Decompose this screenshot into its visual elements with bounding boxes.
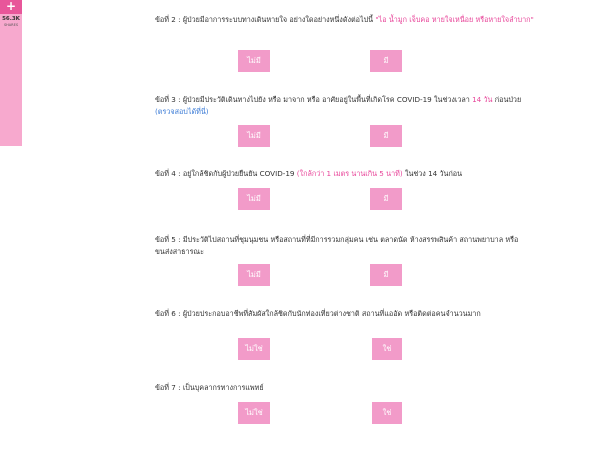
q2-yes-button[interactable]: มี <box>370 50 402 72</box>
share-label: SHARES <box>3 23 19 27</box>
question-highlight: (ใกล้กว่า 1 เมตร นานเกิน 5 นาที) <box>296 169 403 178</box>
q2-no-button[interactable]: ไม่มี <box>238 50 270 72</box>
share-count: 56.3K <box>2 16 20 22</box>
question-5 <box>155 234 535 258</box>
question-text: ข้อที่ 4 : อยู่ใกล้ชิดกับผู้ป่วยยืนยัน COVID-19 <box>155 169 297 178</box>
question-text: ข้อที่ 6 : ผู้ป่วยประกอบอาชีพที่สัมผัสใกล้ชิดกับนักท่องเที่ยวต่างชาติ สถานที่แออัด หรือติดต่อคนจำนวนมาก <box>155 309 481 318</box>
q3-no-button[interactable]: ไม่มี <box>238 125 270 147</box>
q6-no-button[interactable]: ไม่ใช่ <box>238 338 270 360</box>
question-highlight: 14 วัน <box>472 95 493 104</box>
question-text: ข้อที่ 5 : มีประวัติไปสถานที่ชุมนุมชน หรือสถานที่ที่มีการรวมกลุ่มคน เช่น ตลาดนัด ห้างสรรพสินค้า สถานพยาบาล หรือ ขนส่งสาธารณะ <box>155 235 519 256</box>
question-suffix: ก่อนป่วย <box>492 95 522 104</box>
question-text: ข้อที่ 2 : ผู้ป่วยมีอาการระบบทางเดินหายใจ อย่างใดอย่างหนึ่งดังต่อไปนี้ <box>155 15 376 24</box>
question-7 <box>155 382 535 394</box>
question-highlight: "ไอ น้ำมูก เจ็บคอ หายใจเหนื่อย หรือหายใจลำบาก" <box>375 15 534 24</box>
question-3 <box>155 94 535 118</box>
q7-no-button[interactable]: ไม่ใช่ <box>238 402 270 424</box>
q4-yes-button[interactable]: มี <box>370 188 402 210</box>
question-2 <box>155 14 535 26</box>
question-text: ข้อที่ 3 : ผู้ป่วยมีประวัติเดินทางไปยัง หรือ มาจาก หรือ อาศัยอยู่ในพื้นที่เกิดโรค COVID-19 ในช่วงเวลา <box>155 95 473 104</box>
q4-no-button[interactable]: ไม่มี <box>238 188 270 210</box>
q5-yes-button[interactable]: มี <box>370 264 402 286</box>
question-4 <box>155 168 535 180</box>
q5-no-button[interactable]: ไม่มี <box>238 264 270 286</box>
question-6 <box>155 308 535 320</box>
q7-yes-button[interactable]: ใช่ <box>372 402 402 424</box>
question-suffix: ในช่วง 14 วันก่อน <box>402 169 463 178</box>
q3-yes-button[interactable]: มี <box>370 125 402 147</box>
share-button[interactable] <box>0 0 22 14</box>
share-sidebar <box>0 0 22 146</box>
question-text: ข้อที่ 7 : เป็นบุคลากรทางการแพทย์ <box>155 383 264 392</box>
q6-yes-button[interactable]: ใช่ <box>372 338 402 360</box>
plus-icon: + <box>5 0 17 13</box>
check-here-link[interactable]: (ตรวจสอบได้ที่นี่) <box>155 107 209 116</box>
